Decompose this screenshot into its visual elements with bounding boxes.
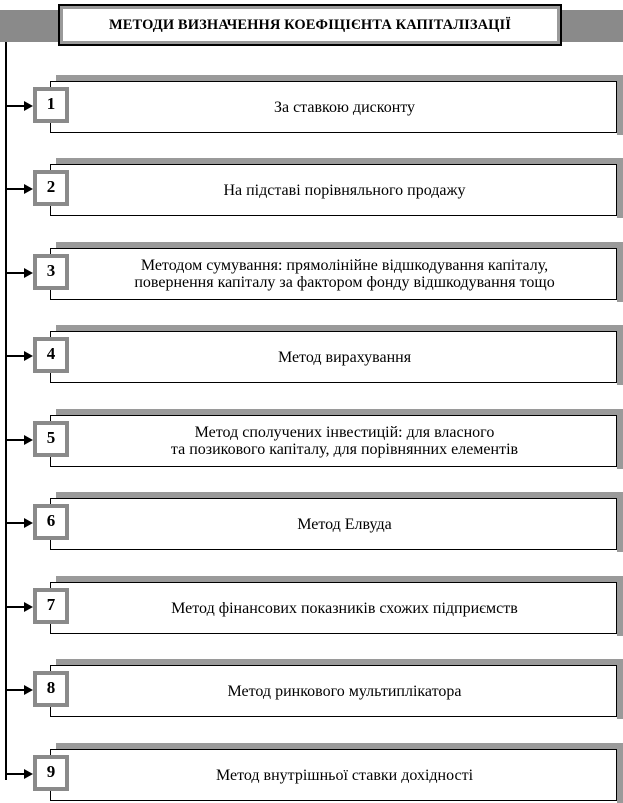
connector-arrow <box>6 272 26 274</box>
method-row <box>0 325 623 385</box>
arrow-head-icon <box>24 435 33 445</box>
method-number: 9 <box>33 755 69 791</box>
method-row <box>0 75 623 135</box>
method-text-line: За ставкою дисконту <box>273 98 416 116</box>
method-row <box>0 659 623 719</box>
method-box <box>50 749 617 801</box>
method-box <box>50 498 617 550</box>
method-box <box>50 582 617 634</box>
method-text-line: Метод Елвуда <box>297 515 392 533</box>
connector-arrow <box>6 773 26 775</box>
row-shadow <box>617 242 623 302</box>
method-number: 8 <box>33 671 69 707</box>
row-shadow <box>617 158 623 218</box>
method-text-line: та позикового капіталу, для порівнянних елементів <box>170 441 519 458</box>
arrow-head-icon <box>24 268 33 278</box>
method-number: 1 <box>33 87 69 123</box>
row-shadow <box>617 75 623 135</box>
connector-arrow <box>6 439 26 441</box>
method-text-line: Метод ринкового мультиплікатора <box>227 682 462 700</box>
method-box <box>50 164 617 216</box>
connector-arrow <box>6 188 26 190</box>
method-text-line: Метод вирахування <box>277 348 412 366</box>
method-text-line: повернення капіталу за фактором фонду відшкодування тощо <box>134 274 555 291</box>
arrow-head-icon <box>24 351 33 361</box>
row-shadow <box>617 743 623 803</box>
connector-arrow <box>6 689 26 691</box>
method-text-line: Метод сполучених інвестицій: для власного <box>194 424 495 441</box>
connector-arrow <box>6 105 26 107</box>
method-row <box>0 576 623 636</box>
arrow-head-icon <box>24 101 33 111</box>
method-text-line: Метод внутрішньої ставки дохідності <box>215 766 474 784</box>
row-shadow <box>617 576 623 636</box>
method-box <box>50 415 617 467</box>
arrow-head-icon <box>24 769 33 779</box>
method-row <box>0 743 623 803</box>
arrow-head-icon <box>24 685 33 695</box>
connector-arrow <box>6 606 26 608</box>
row-shadow <box>617 492 623 552</box>
method-row <box>0 492 623 552</box>
row-shadow <box>617 409 623 469</box>
method-number: 4 <box>33 337 69 373</box>
method-number: 6 <box>33 504 69 540</box>
method-row <box>0 409 623 469</box>
method-number: 5 <box>33 421 69 457</box>
arrow-head-icon <box>24 184 33 194</box>
method-text-line: Метод фінансових показників схожих підприємств <box>171 599 518 617</box>
method-number: 3 <box>33 254 69 290</box>
method-box <box>50 81 617 133</box>
arrow-head-icon <box>24 518 33 528</box>
method-row <box>0 242 623 302</box>
connector-arrow <box>6 522 26 524</box>
row-shadow <box>617 325 623 385</box>
method-text-line: На підставі порівняльного продажу <box>223 181 466 199</box>
method-number: 2 <box>33 170 69 206</box>
method-number: 7 <box>33 588 69 624</box>
row-shadow <box>617 659 623 719</box>
method-box <box>50 665 617 717</box>
method-box <box>50 248 617 300</box>
method-box <box>50 331 617 383</box>
arrow-head-icon <box>24 602 33 612</box>
method-text-line: Методом сумування: прямолінійне відшкодування капіталу, <box>140 257 549 274</box>
method-row <box>0 158 623 218</box>
diagram-title: МЕТОДИ ВИЗНАЧЕННЯ КОЕФІЦІЄНТА КАПІТАЛІЗАЦІЇ <box>58 4 562 46</box>
connector-arrow <box>6 355 26 357</box>
